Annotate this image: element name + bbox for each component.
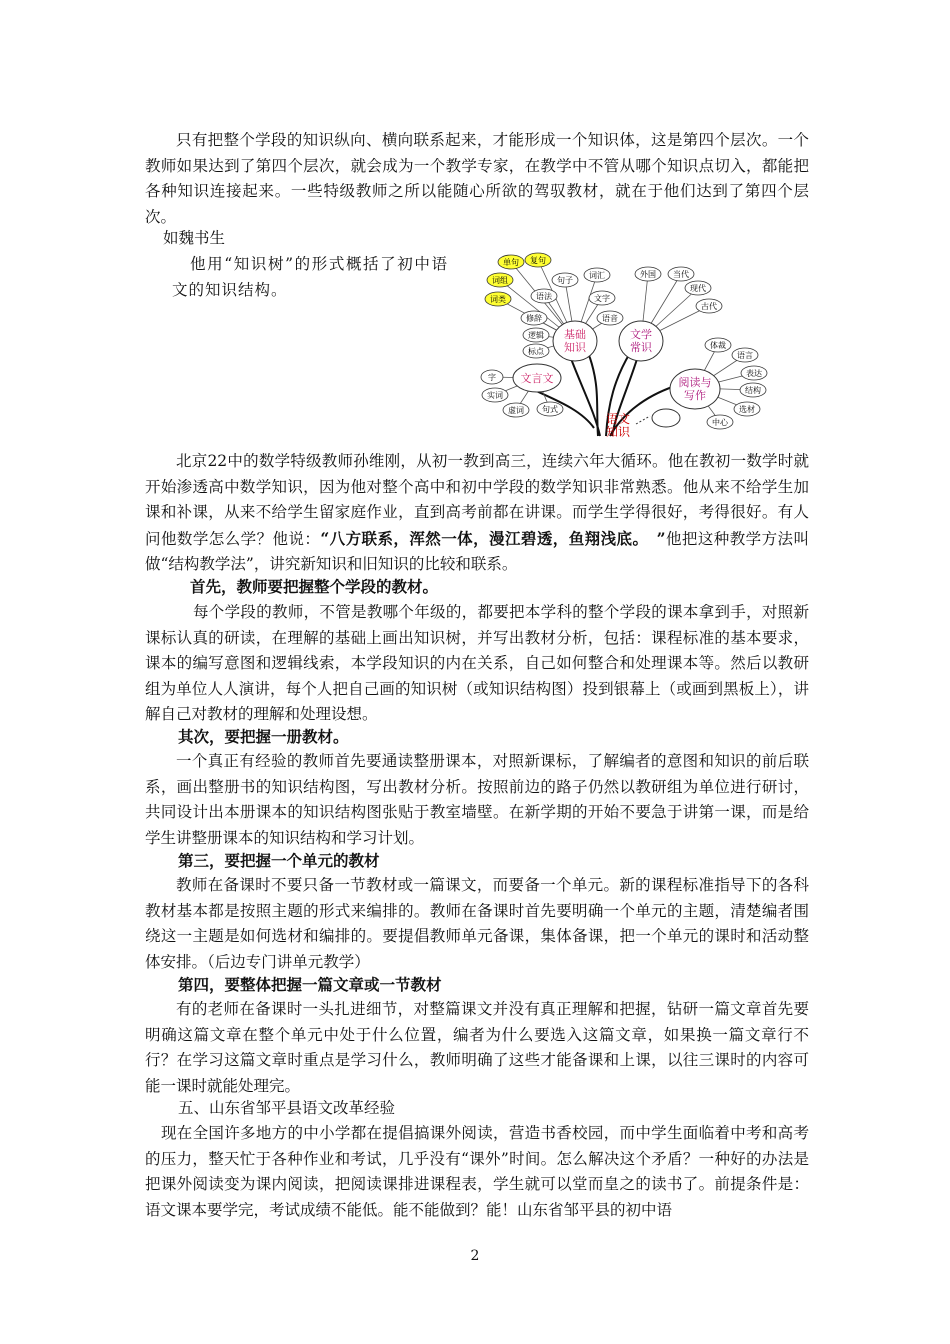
paragraph-third: 教师在备课时不要只备一节教材或一篇课文，而要备一个单元。新的课程标准指导下的各科教材基本都是按照主题的形式来编排的。教师在备课时首先要明确一个单元的主题，清楚编者围绕这一主题是如何选材和编排的。要提倡教师单元备课，集体备课，把一个单元的课时和活动整体安排。（后边专门讲单元教学）: [145, 876, 809, 971]
svg-text:知识: 知识: [564, 341, 586, 354]
svg-text:虚词: 虚词: [508, 406, 524, 415]
paragraph-fourth: 有的老师在备课时一头扎进细节，对整篇课文并没有真正理解和把握，钻研一篇文章首先要明确这篇文章在整个单元中处于什么位置，编者为什么要选入这篇文章，如果换一篇文章行不行？在学习这篇文章时重点是学习什么，教师明确了这些才能备课和上课，以往三课时的内容可能一课时就能处理完。: [145, 1000, 809, 1095]
svg-text:词类: 词类: [490, 295, 506, 304]
svg-text:表达: 表达: [746, 369, 762, 378]
paragraph-fourth-level: 只有把整个学段的知识纵向、横向联系起来，才能形成一个知识体，这是第四个层次。一个教师如果达到了第四个层次，就会成为一个教学专家，在教学中不管从哪个知识点切入，都能把各种知识连接起来。一些特级教师之所以能随心所欲的驾驭教材，就在于他们达到了第四个层次。: [145, 131, 809, 226]
svg-text:阅读与: 阅读与: [678, 376, 712, 389]
page-number: 2: [470, 1248, 480, 1264]
paragraph-second: 一个真正有经验的教师首先要通读整册课本，对照新课标，了解编者的意图和知识的前后联系，画出整册书的知识结构图，写出教材分析。按照前边的路子仍然以教研组为单位进行研讨，共同设计出本册课本的知识结构图张贴于教室墙壁。在新学期的开始不要急于讲第一课，而是给学生讲整册课本的知识结构和学习计划。: [145, 752, 809, 847]
svg-text:单句: 单句: [503, 258, 519, 267]
svg-text:句子: 句子: [557, 276, 573, 285]
svg-text:实词: 实词: [487, 391, 503, 400]
paragraph-fifth: 现在全国许多地方的中小学都在提倡搞课外阅读，营造书香校园，而中学生面临着中考和高考的压力，整天忙于各种作业和考试，几乎没有“课外”时间。怎么解决这个矛盾？一种好的办法是把课外阅读变为课内阅读，把阅读课排进课程表，学生就可以堂而皇之的读书了。前提条件是：语文课本要学完，考试成绩不能低。能不能做到？能！山东省邹平县的初中语: [145, 1124, 809, 1219]
svg-text:标点: 标点: [528, 347, 544, 356]
svg-text:文字: 文字: [594, 294, 610, 303]
svg-text:词汇: 词汇: [589, 271, 605, 280]
svg-text:古代: 古代: [701, 302, 717, 311]
branch-node-jichu: [553, 321, 597, 361]
tree-root-label: [606, 409, 680, 439]
svg-text:语言: 语言: [737, 351, 753, 360]
svg-text:句式: 句式: [542, 405, 558, 414]
heading-first: 首先，教师要把握整个学段的教材。: [190, 577, 439, 596]
heading-second: 其次，要把握一册教材。: [178, 727, 349, 746]
svg-text:选材: 选材: [739, 405, 755, 414]
svg-text:字: 字: [488, 373, 496, 382]
sun-weigang-method: 他把这种教学方法叫做“结构教学法”，讲究新知识和旧知识的比较和联系。: [145, 529, 809, 574]
sun-weigang-quote: “八方联系，浑然一体，漫江碧透，鱼翔浅底。 ”: [320, 528, 666, 548]
svg-text:写作: 写作: [684, 389, 706, 402]
svg-text:复句: 复句: [530, 256, 546, 265]
svg-text:现代: 现代: [690, 284, 706, 293]
branch-node-wenyan: [513, 364, 561, 392]
heading-fourth: 第四，要整体把握一篇文章或一节教材: [178, 975, 442, 994]
svg-text:语文: 语文: [605, 412, 631, 426]
svg-text:逻辑: 逻辑: [528, 331, 544, 340]
svg-text:语音: 语音: [602, 314, 618, 323]
svg-text:结构: 结构: [745, 386, 761, 395]
svg-text:语法: 语法: [536, 292, 552, 301]
svg-text:修辞: 修辞: [526, 314, 542, 323]
svg-text:基础: 基础: [564, 328, 586, 341]
svg-text:文学: 文学: [630, 328, 652, 341]
paragraph-wei-shusheng: 如魏书生: [163, 229, 226, 247]
paragraph-knowledge-tree-intro: 他用“知识树”的形式概括了初中语文的知识结构。: [172, 255, 448, 299]
svg-text:外国: 外国: [640, 270, 656, 279]
svg-text:词组: 词组: [492, 276, 508, 285]
svg-text:中心: 中心: [712, 418, 728, 427]
knowledge-tree-figure: [470, 238, 770, 440]
heading-third: 第三，要把握一个单元的教材: [178, 851, 380, 870]
paragraph-first: 每个学段的教师，不管是教哪个年级的，都要把本学科的整个学段的课本拿到手，对照新课标认真的研读，在理解的基础上画出知识树，并写出教材分析，包括：课程标准的基本要求，课本的编写意图和逻辑线索，本学段知识的内在关系，自己如何整合和处理课本等。然后以教研组为单位人人演讲，每个人把自己画的知识树（或知识结构图）投到银幕上（或画到黑板上），讲解自己对教材的理解和处理设想。: [145, 603, 809, 724]
sun-weigang-text: 北京22中的数学特级教师孙维刚，从初一教到高三，连续六年大循环。他在教初一数学时就开始渗透高中数学知识，因为他对整个高中和初中学段的数学知识非常熟悉。他从来不给学生加课和补课，从来不给学生留家庭作业，直到高考前都在讲课。而学生学得很好，考得很好。有人问他数学怎么学？他说：: [145, 452, 809, 548]
heading-fifth: 五、山东省邹平县语文改革经验: [178, 1099, 396, 1117]
paragraph-sun-weigang: [145, 449, 809, 578]
svg-text:体裁: 体裁: [710, 341, 726, 350]
svg-text:知识: 知识: [605, 425, 631, 439]
branch-node-wenxue: [619, 321, 663, 361]
svg-text:文言文: 文言文: [520, 372, 554, 385]
svg-text:当代: 当代: [673, 270, 689, 279]
svg-text:常识: 常识: [630, 341, 652, 354]
branch-node-yuedu: [670, 369, 720, 409]
